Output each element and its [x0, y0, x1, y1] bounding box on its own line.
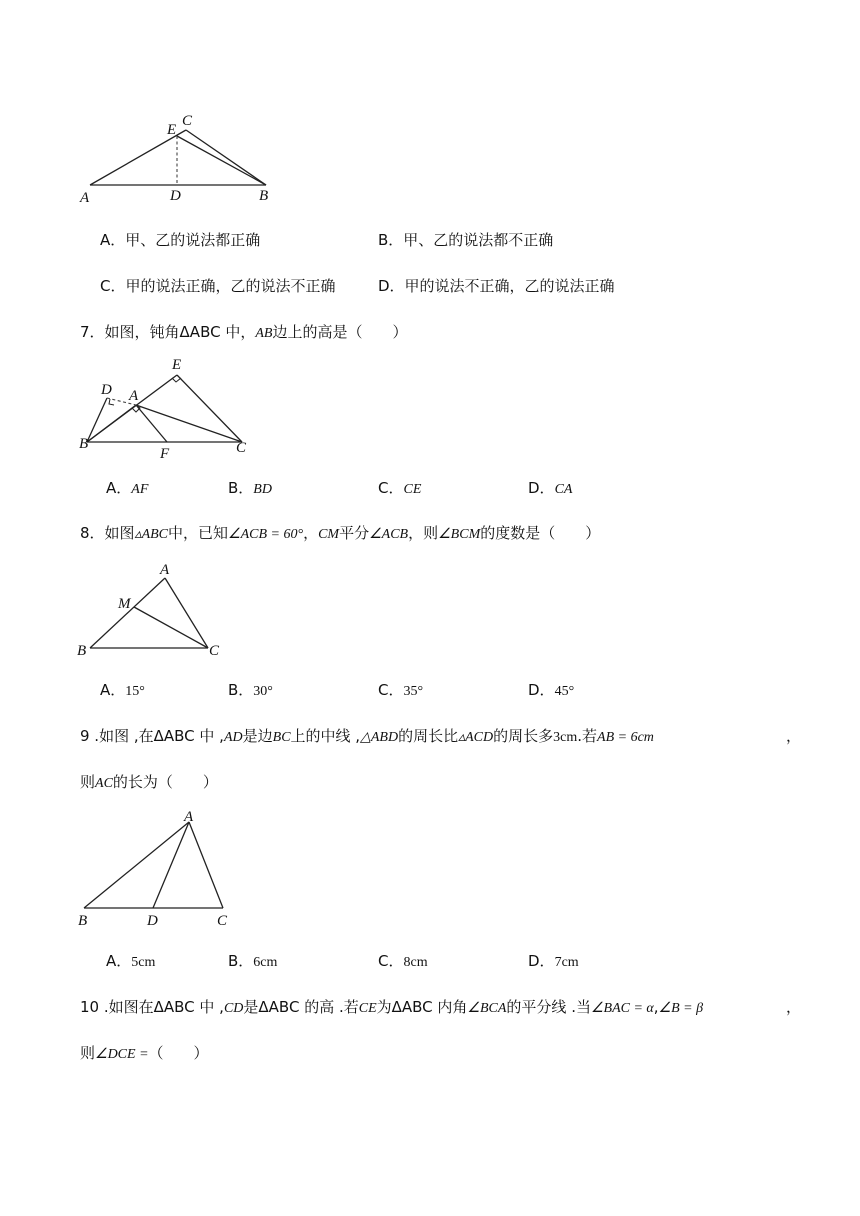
q9-option-a: A．5cm	[106, 952, 156, 970]
fig8-label-c: C	[209, 643, 220, 659]
fig8-label-b: B	[77, 643, 87, 659]
figure-q6	[70, 108, 290, 208]
fig7-label-c: C	[236, 440, 247, 456]
q7-option-a: A．AF	[106, 479, 149, 497]
q9-stem-line2: 则AC的长为（ ）	[80, 773, 218, 791]
fig7-label-e: E	[172, 357, 182, 373]
q9-stem-line1: 9 .如图 ,在ΔABC 中 ,AD是边BC上的中线 ,△ABD的周长比▵ACD的周长多3cm.若AB = 6cm	[80, 727, 654, 745]
fig9-label-c: C	[217, 913, 228, 929]
q9-option-c: C．8cm	[378, 952, 428, 970]
q6-option-d: D．甲的说法不正确，乙的说法正确	[378, 277, 615, 295]
fig9-label-a: A	[184, 809, 194, 825]
figure-q9	[70, 805, 250, 930]
q10-stem-line2: 则∠DCE =（ ）	[80, 1044, 209, 1062]
q7-stem-prefix: 7．如图，钝角ΔABC 中，	[80, 323, 256, 341]
q9-option-d: D．7cm	[528, 952, 579, 970]
fig7-label-d: D	[101, 382, 112, 398]
fig7-label-a: A	[129, 388, 139, 404]
fig7-label-f: F	[160, 446, 170, 462]
q10-stem-comma: ，	[786, 998, 802, 1016]
q8-option-c: C．35°	[378, 681, 424, 699]
q8-option-d: D．45°	[528, 681, 575, 699]
q7-option-b: B．BD	[228, 479, 272, 497]
fig9-label-d: D	[147, 913, 158, 929]
q10-stem-line1: 10 .如图在ΔABC 中 ,CD是ΔABC 的高 .若CE为ΔABC 内角∠BCA的平分线 .当∠BAC = α,∠B = β	[80, 998, 704, 1016]
fig6-label-a: A	[80, 190, 90, 206]
q8-option-a: A．15°	[100, 681, 145, 699]
q7-option-d: D．CA	[528, 479, 573, 497]
fig8-label-a: A	[160, 562, 170, 578]
fig6-label-b: B	[259, 188, 269, 204]
figure-q8	[70, 560, 240, 660]
fig6-label-c: C	[182, 113, 193, 129]
q9-option-b: B．6cm	[228, 952, 278, 970]
q7-option-c: C．CE	[378, 479, 422, 497]
q7-stem-suffix: 边上的高是（ ）	[272, 323, 408, 341]
q6-option-b: B．甲、乙的说法都不正确	[378, 231, 554, 249]
q6-option-c: C．甲的说法正确，乙的说法不正确	[100, 277, 336, 295]
fig6-label-e: E	[167, 122, 177, 138]
figure-q7	[70, 350, 270, 460]
fig9-label-b: B	[78, 913, 88, 929]
fig7-label-b: B	[79, 436, 89, 452]
q7-stem-math: AB	[255, 326, 273, 341]
q7-stem	[80, 322, 407, 344]
q6-option-a: A．甲、乙的说法都正确	[100, 231, 261, 249]
fig8-label-m: M	[118, 596, 131, 612]
fig6-label-d: D	[170, 188, 181, 204]
q9-stem-comma: ，	[786, 727, 802, 745]
q8-option-b: B．30°	[228, 681, 273, 699]
q8-stem: 8．如图▵ABC中，已知∠ACB = 60°，CM平分∠ACB，则∠BCM的度数是（ ）	[80, 524, 601, 542]
